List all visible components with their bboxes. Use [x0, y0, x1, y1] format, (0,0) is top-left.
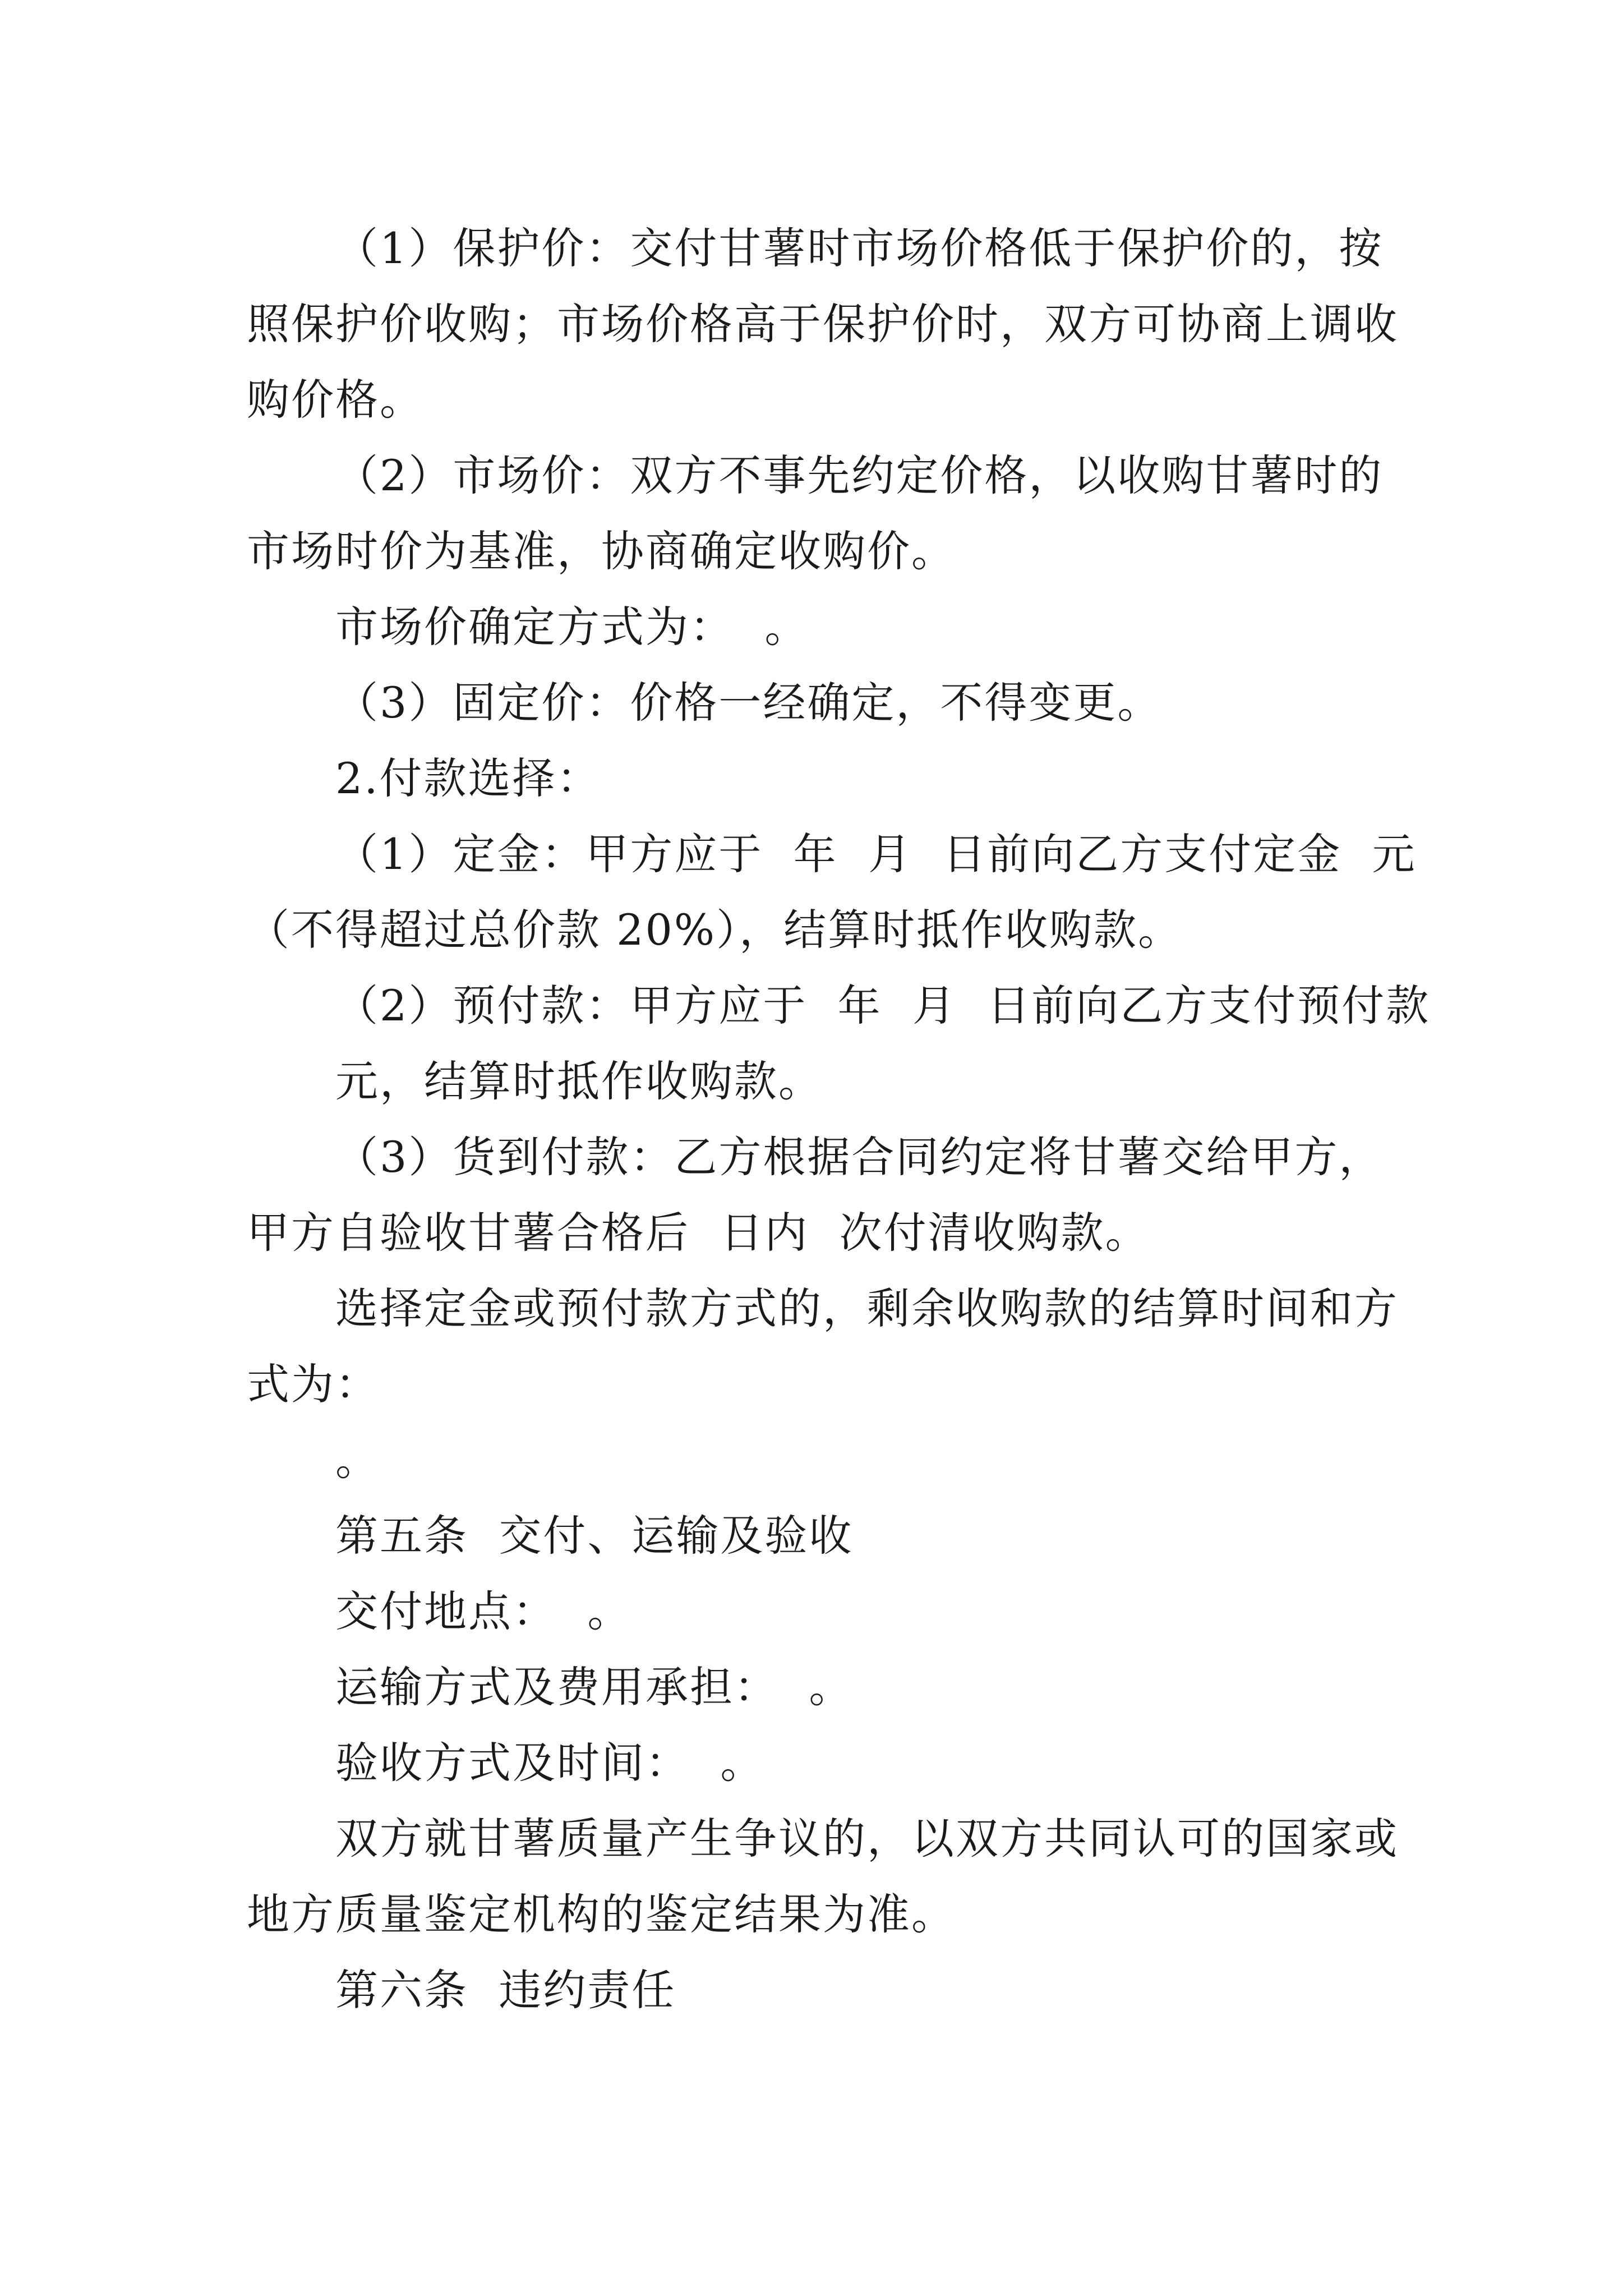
text-line: 。	[335, 1435, 380, 1485]
text-line: 交付地点： 。	[335, 1586, 632, 1636]
text-line: （2）预付款：甲方应于 年 月 日前向乙方支付预付款	[335, 981, 1431, 1030]
text-line: （2）市场价：双方不事先约定价格，以收购甘薯时的	[335, 450, 1384, 500]
text-line: （3）固定价：价格一经确定，不得变更。	[335, 678, 1162, 728]
text-line: 市场价确定方式为： 。	[335, 602, 809, 652]
text-line: 市场时价为基准，协商确定收购价。	[247, 526, 956, 576]
text-line: 购价格。	[247, 375, 424, 425]
text-line: 照保护价收购；市场价格高于保护价时，双方可协商上调收	[247, 299, 1399, 349]
article-heading: 第六条 违约责任	[335, 1965, 676, 2015]
text-line: 运输方式及费用承担： 。	[335, 1662, 854, 1712]
text-line: 选择定金或预付款方式的，剩余收购款的结算时间和方	[335, 1283, 1399, 1333]
contract-body-text	[247, 210, 1431, 2028]
text-line: 验收方式及时间： 。	[335, 1738, 765, 1788]
text-line: 元，结算时抵作收购款。	[335, 1056, 823, 1106]
text-line: （1）定金：甲方应于 年 月 日前向乙方支付定金 元	[335, 829, 1417, 879]
text-line: （不得超过总价款 20%），结算时抵作收购款。	[247, 905, 1183, 955]
text-line: 式为：	[247, 1359, 380, 1409]
text-line: （3）货到付款：乙方根据合同约定将甘薯交给甲方，	[335, 1132, 1384, 1182]
text-line: 双方就甘薯质量产生争议的，以双方共同认可的国家或	[335, 1814, 1399, 1864]
section-heading: 2.付款选择：	[335, 753, 601, 803]
article-heading: 第五条 交付、运输及验收	[335, 1511, 854, 1561]
text-line: 地方质量鉴定机构的鉴定结果为准。	[247, 1889, 956, 1939]
text-line: （1）保护价：交付甘薯时市场价格低于保护价的，按	[335, 223, 1384, 273]
text-line: 甲方自验收甘薯合格后 日内 次付清收购款。	[247, 1208, 1150, 1258]
